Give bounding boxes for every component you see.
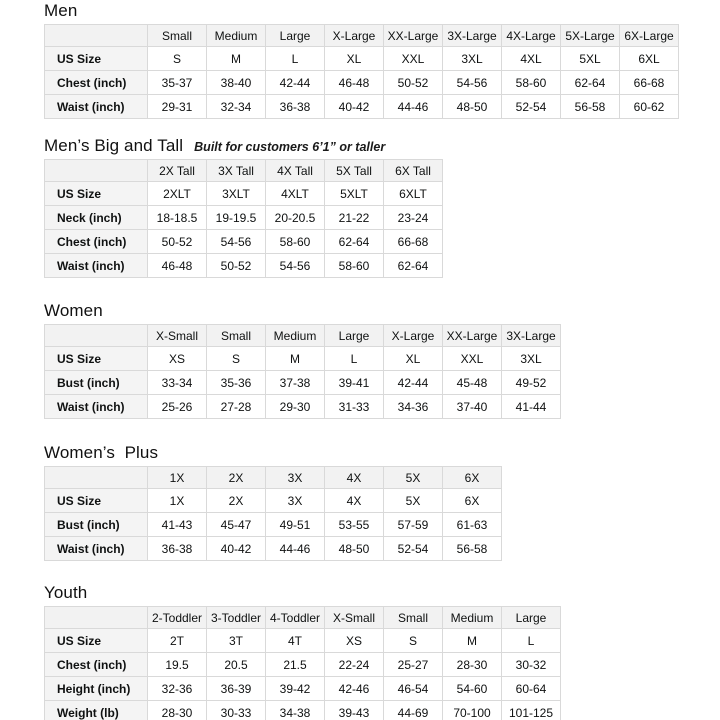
column-header: Large: [325, 325, 384, 347]
size-value-cell: 50-52: [207, 254, 266, 278]
size-value-cell: 32-34: [207, 95, 266, 119]
table-row: [45, 47, 679, 71]
section-title-mens-big-and-tall: Men’s Big and Tall: [44, 136, 184, 155]
size-value-cell: 30-33: [207, 701, 266, 720]
size-value-cell: 35-36: [207, 371, 266, 395]
size-value-cell: 45-47: [207, 513, 266, 537]
size-value-cell: 45-48: [443, 371, 502, 395]
column-header: 2-Toddler: [148, 607, 207, 629]
size-value-cell: L: [325, 347, 384, 371]
row-label: US Size: [45, 182, 148, 206]
column-header: XX-Large: [384, 25, 443, 47]
size-value-cell: 54-56: [207, 230, 266, 254]
size-value-cell: 46-48: [148, 254, 207, 278]
size-value-cell: M: [207, 47, 266, 71]
size-value-cell: 41-43: [148, 513, 207, 537]
size-value-cell: 2X: [207, 489, 266, 513]
size-value-cell: 56-58: [561, 95, 620, 119]
size-value-cell: 29-30: [266, 395, 325, 419]
row-label: Neck (inch): [45, 206, 148, 230]
size-value-cell: 49-51: [266, 513, 325, 537]
column-header: 4X: [325, 467, 384, 489]
section-heading-youth: [44, 584, 720, 602]
column-header: Medium: [266, 325, 325, 347]
size-value-cell: 44-69: [384, 701, 443, 720]
size-value-cell: 33-34: [148, 371, 207, 395]
size-value-cell: 5XL: [561, 47, 620, 71]
row-label: US Size: [45, 47, 148, 71]
size-value-cell: 20-20.5: [266, 206, 325, 230]
column-header: Large: [502, 607, 561, 629]
size-value-cell: 50-52: [148, 230, 207, 254]
column-header: 4-Toddler: [266, 607, 325, 629]
size-value-cell: 52-54: [384, 537, 443, 561]
size-value-cell: 39-42: [266, 677, 325, 701]
size-value-cell: 56-58: [443, 537, 502, 561]
section-subtitle-mens-big-and-tall: Built for customers 6’1” or taller: [194, 140, 386, 154]
table-row: [45, 537, 502, 561]
column-header: Medium: [443, 607, 502, 629]
size-value-cell: 40-42: [325, 95, 384, 119]
table-row: [45, 347, 561, 371]
column-header: XX-Large: [443, 325, 502, 347]
section-heading-mens-big-and-tall: [44, 137, 720, 155]
size-table-women: [44, 324, 561, 419]
size-value-cell: 6XLT: [384, 182, 443, 206]
column-header: X-Large: [384, 325, 443, 347]
size-value-cell: 28-30: [148, 701, 207, 720]
column-header: 5X Tall: [325, 160, 384, 182]
size-value-cell: 21-22: [325, 206, 384, 230]
size-value-cell: 58-60: [325, 254, 384, 278]
size-value-cell: 50-52: [384, 71, 443, 95]
size-value-cell: 6X: [443, 489, 502, 513]
size-value-cell: XS: [325, 629, 384, 653]
column-header: 5X-Large: [561, 25, 620, 47]
column-header: 4X-Large: [502, 25, 561, 47]
size-value-cell: 52-54: [502, 95, 561, 119]
column-header: 1X: [148, 467, 207, 489]
size-value-cell: 18-18.5: [148, 206, 207, 230]
size-value-cell: 27-28: [207, 395, 266, 419]
size-value-cell: 44-46: [384, 95, 443, 119]
size-value-cell: 5XLT: [325, 182, 384, 206]
size-value-cell: 30-32: [502, 653, 561, 677]
section-title-youth: Youth: [44, 583, 88, 602]
size-value-cell: 21.5: [266, 653, 325, 677]
size-value-cell: M: [443, 629, 502, 653]
column-header: Small: [148, 25, 207, 47]
size-value-cell: 46-54: [384, 677, 443, 701]
header-row: [45, 607, 561, 629]
size-value-cell: 62-64: [561, 71, 620, 95]
size-value-cell: 37-40: [443, 395, 502, 419]
size-value-cell: 62-64: [384, 254, 443, 278]
size-value-cell: 60-64: [502, 677, 561, 701]
section-title-women: Women: [44, 301, 103, 320]
size-value-cell: 53-55: [325, 513, 384, 537]
column-header: 6X Tall: [384, 160, 443, 182]
size-value-cell: 25-27: [384, 653, 443, 677]
size-value-cell: 48-50: [443, 95, 502, 119]
row-label: Chest (inch): [45, 71, 148, 95]
row-label: Bust (inch): [45, 513, 148, 537]
column-header: 3X-Large: [443, 25, 502, 47]
size-value-cell: 28-30: [443, 653, 502, 677]
size-value-cell: 3X: [266, 489, 325, 513]
size-value-cell: XXL: [384, 47, 443, 71]
section-men: [44, 2, 720, 119]
size-chart-sections: [44, 2, 720, 720]
size-value-cell: 54-56: [266, 254, 325, 278]
table-row: [45, 489, 502, 513]
row-label: Weight (lb): [45, 701, 148, 720]
size-value-cell: M: [266, 347, 325, 371]
size-value-cell: 42-44: [384, 371, 443, 395]
row-label: Waist (inch): [45, 537, 148, 561]
size-value-cell: 3XL: [443, 47, 502, 71]
table-row: [45, 395, 561, 419]
size-value-cell: 34-36: [384, 395, 443, 419]
section-heading-men: [44, 2, 720, 20]
row-label: US Size: [45, 629, 148, 653]
size-value-cell: S: [148, 47, 207, 71]
column-header: 6X: [443, 467, 502, 489]
table-row: [45, 230, 443, 254]
column-header: Large: [266, 25, 325, 47]
size-value-cell: 39-43: [325, 701, 384, 720]
corner-cell: [45, 607, 148, 629]
column-header: Medium: [207, 25, 266, 47]
size-value-cell: XS: [148, 347, 207, 371]
size-value-cell: 38-40: [207, 71, 266, 95]
size-value-cell: 3XL: [502, 347, 561, 371]
size-value-cell: 19.5: [148, 653, 207, 677]
size-value-cell: 22-24: [325, 653, 384, 677]
size-value-cell: 34-38: [266, 701, 325, 720]
size-table-womens-plus: [44, 466, 502, 561]
corner-cell: [45, 325, 148, 347]
size-value-cell: 2T: [148, 629, 207, 653]
corner-cell: [45, 467, 148, 489]
column-header: 3X-Large: [502, 325, 561, 347]
size-value-cell: 101-125: [502, 701, 561, 720]
column-header: 2X Tall: [148, 160, 207, 182]
row-label: Chest (inch): [45, 230, 148, 254]
size-value-cell: 62-64: [325, 230, 384, 254]
size-value-cell: 41-44: [502, 395, 561, 419]
size-value-cell: 58-60: [502, 71, 561, 95]
size-value-cell: 40-42: [207, 537, 266, 561]
column-header: Small: [207, 325, 266, 347]
table-row: [45, 701, 561, 720]
size-value-cell: 3XLT: [207, 182, 266, 206]
row-label: US Size: [45, 489, 148, 513]
column-header: 3X Tall: [207, 160, 266, 182]
table-row: [45, 182, 443, 206]
row-label: US Size: [45, 347, 148, 371]
corner-cell: [45, 160, 148, 182]
size-value-cell: 60-62: [620, 95, 679, 119]
row-label: Waist (inch): [45, 254, 148, 278]
size-value-cell: XXL: [443, 347, 502, 371]
size-value-cell: 36-39: [207, 677, 266, 701]
row-label: Height (inch): [45, 677, 148, 701]
size-value-cell: 49-52: [502, 371, 561, 395]
size-value-cell: 31-33: [325, 395, 384, 419]
size-value-cell: 37-38: [266, 371, 325, 395]
size-value-cell: 57-59: [384, 513, 443, 537]
size-value-cell: XL: [325, 47, 384, 71]
size-value-cell: 44-46: [266, 537, 325, 561]
size-value-cell: 36-38: [266, 95, 325, 119]
size-value-cell: 29-31: [148, 95, 207, 119]
column-header: X-Small: [148, 325, 207, 347]
section-womens-plus: [44, 444, 720, 561]
column-header: Small: [384, 607, 443, 629]
size-value-cell: L: [266, 47, 325, 71]
size-value-cell: 61-63: [443, 513, 502, 537]
table-row: [45, 653, 561, 677]
section-women: [44, 302, 720, 419]
section-youth: [44, 584, 720, 720]
size-value-cell: 66-68: [620, 71, 679, 95]
size-value-cell: 54-60: [443, 677, 502, 701]
table-row: [45, 95, 679, 119]
size-value-cell: 32-36: [148, 677, 207, 701]
size-value-cell: 3T: [207, 629, 266, 653]
size-value-cell: 54-56: [443, 71, 502, 95]
table-row: [45, 206, 443, 230]
row-label: Bust (inch): [45, 371, 148, 395]
row-label: Waist (inch): [45, 395, 148, 419]
size-value-cell: L: [502, 629, 561, 653]
size-value-cell: 5X: [384, 489, 443, 513]
size-value-cell: 4T: [266, 629, 325, 653]
corner-cell: [45, 25, 148, 47]
column-header: 4X Tall: [266, 160, 325, 182]
section-title-womens-plus: Women’s Plus: [44, 443, 159, 462]
row-label: Chest (inch): [45, 653, 148, 677]
header-row: [45, 325, 561, 347]
size-table-men: [44, 24, 679, 119]
size-table-youth: [44, 606, 561, 720]
size-value-cell: 39-41: [325, 371, 384, 395]
size-value-cell: 20.5: [207, 653, 266, 677]
size-value-cell: 4XLT: [266, 182, 325, 206]
size-value-cell: 70-100: [443, 701, 502, 720]
size-value-cell: 42-44: [266, 71, 325, 95]
section-title-men: Men: [44, 1, 78, 20]
table-row: [45, 254, 443, 278]
header-row: [45, 467, 502, 489]
size-value-cell: 46-48: [325, 71, 384, 95]
size-value-cell: 36-38: [148, 537, 207, 561]
size-value-cell: 19-19.5: [207, 206, 266, 230]
section-mens-big-and-tall: [44, 137, 720, 278]
row-label: Waist (inch): [45, 95, 148, 119]
column-header: 3-Toddler: [207, 607, 266, 629]
section-heading-womens-plus: [44, 444, 720, 462]
table-row: [45, 71, 679, 95]
column-header: 2X: [207, 467, 266, 489]
size-value-cell: S: [207, 347, 266, 371]
column-header: X-Large: [325, 25, 384, 47]
size-value-cell: 42-46: [325, 677, 384, 701]
column-header: 5X: [384, 467, 443, 489]
size-value-cell: 1X: [148, 489, 207, 513]
size-value-cell: 35-37: [148, 71, 207, 95]
size-value-cell: 66-68: [384, 230, 443, 254]
table-row: [45, 677, 561, 701]
size-value-cell: 4XL: [502, 47, 561, 71]
section-heading-women: [44, 302, 720, 320]
size-table-mens-big-and-tall: [44, 159, 443, 278]
size-value-cell: 58-60: [266, 230, 325, 254]
size-value-cell: 48-50: [325, 537, 384, 561]
table-row: [45, 513, 502, 537]
column-header: 3X: [266, 467, 325, 489]
header-row: [45, 25, 679, 47]
size-value-cell: XL: [384, 347, 443, 371]
table-row: [45, 371, 561, 395]
size-value-cell: 2XLT: [148, 182, 207, 206]
size-value-cell: 23-24: [384, 206, 443, 230]
column-header: X-Small: [325, 607, 384, 629]
size-value-cell: 4X: [325, 489, 384, 513]
column-header: 6X-Large: [620, 25, 679, 47]
table-row: [45, 629, 561, 653]
size-value-cell: 6XL: [620, 47, 679, 71]
header-row: [45, 160, 443, 182]
size-value-cell: 25-26: [148, 395, 207, 419]
size-value-cell: S: [384, 629, 443, 653]
